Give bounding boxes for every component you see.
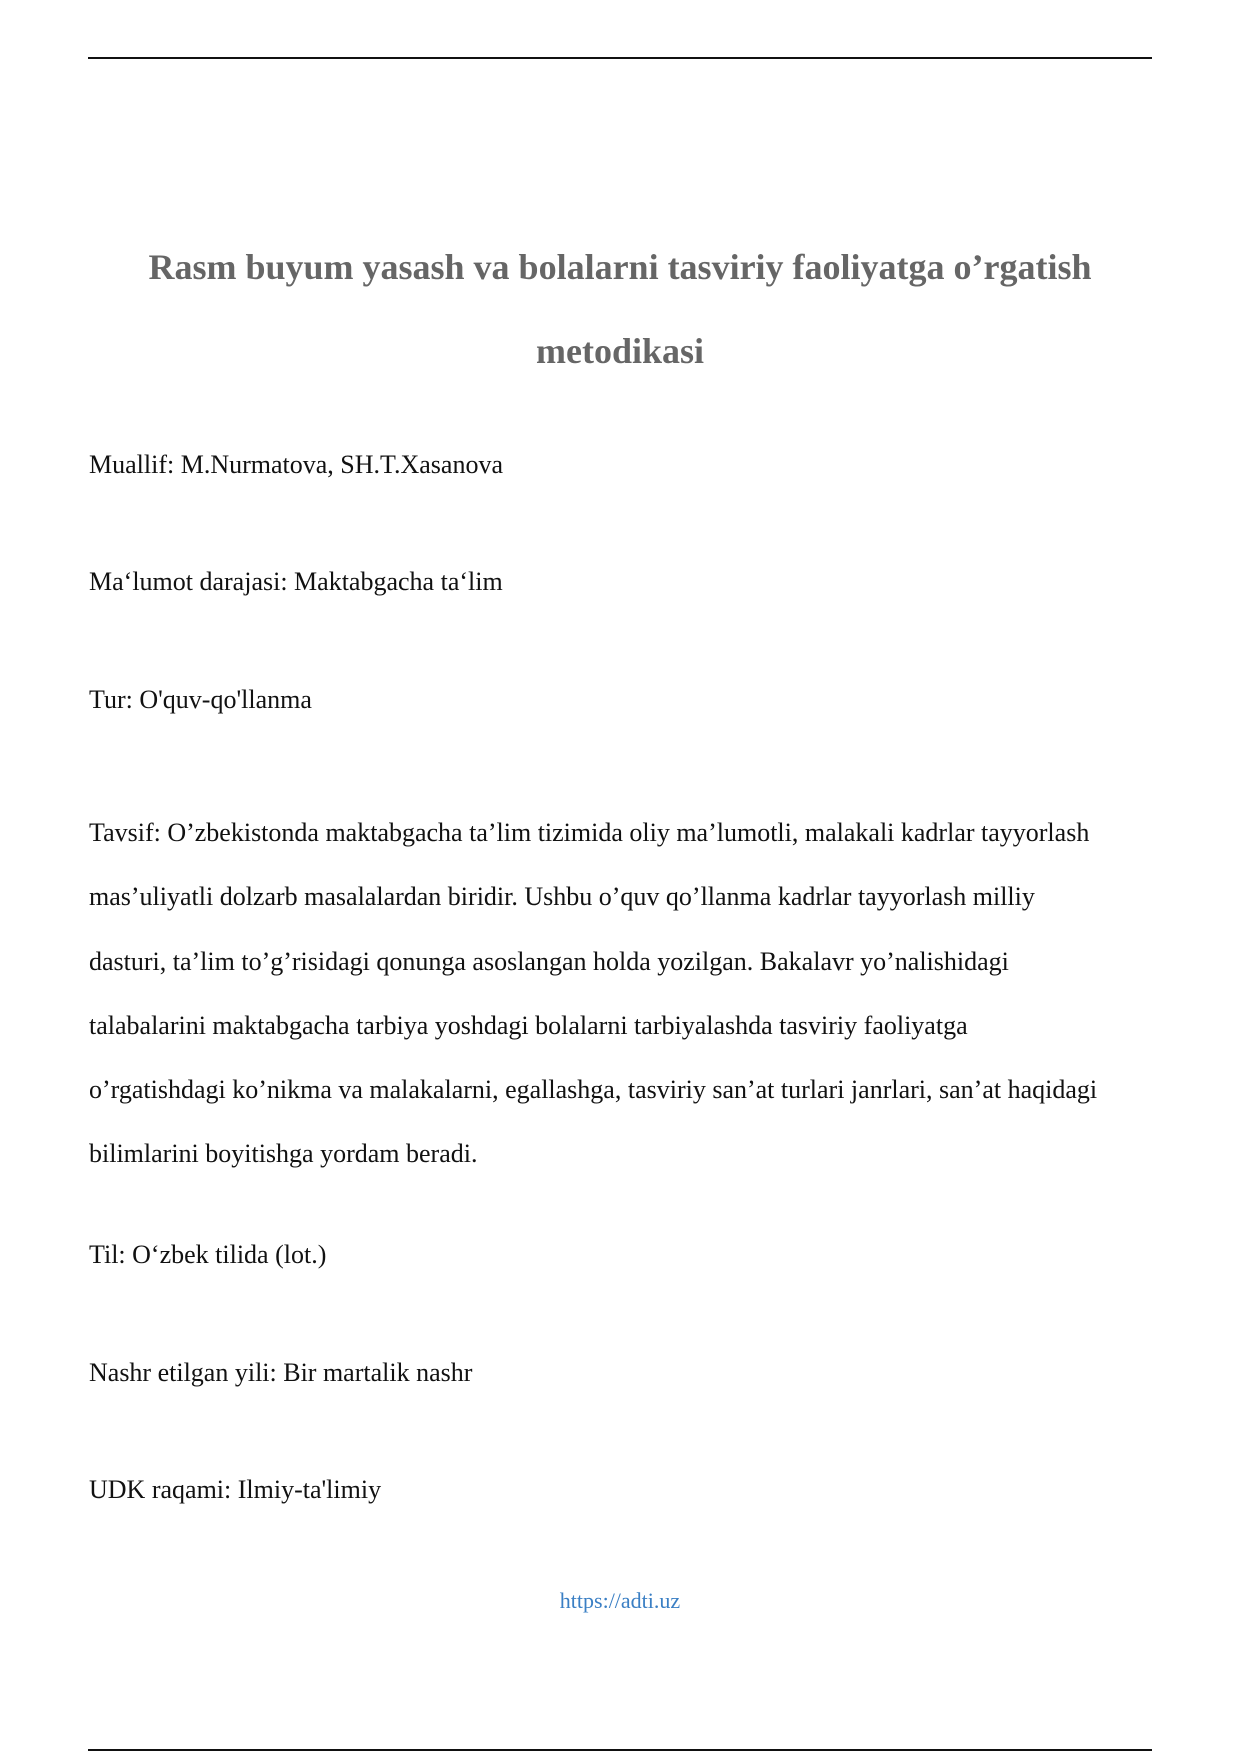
description-line: dasturi, ta’lim to’g’risidagi qonunga asoslangan holda yozilgan. Bakalavr yo’nalishidagi xyxy=(89,946,1009,976)
udk-field: UDK raqami: Ilmiy-ta'limiy xyxy=(89,1475,382,1504)
type-field: Tur: O'quv-qo'llanma xyxy=(89,685,312,714)
description xyxy=(89,801,1149,1187)
year-field: Nashr etilgan yili: Bir martalik nashr xyxy=(89,1358,473,1387)
description-line: mas’uliyatli dolzarb masalalardan biridir. Ushbu o’quv qo’llanma kadrlar tayyorlash milliy xyxy=(89,882,1035,912)
description-line: Tavsif: O’zbekistonda maktabgacha ta’lim tizimida oliy ma’lumotli, malakali kadrlar tayyorlash xyxy=(89,818,1090,847)
author-field: Muallif: M.Nurmatova, SH.T.Xasanova xyxy=(89,450,503,479)
title-line-1: Rasm buyum yasash va bolalarni tasviriy faoliyatga o’rgatish xyxy=(148,247,1092,287)
description-line: bilimlarini boyitishga yordam beradi. xyxy=(89,1139,478,1169)
description-line: talabalarini maktabgacha tarbiya yoshdagi bolalarni tarbiyalashda tasviriy faoliyatga xyxy=(89,1010,968,1040)
document-title xyxy=(88,225,1152,393)
top-rule xyxy=(88,57,1152,59)
title-line-2: metodikasi xyxy=(535,331,704,371)
bottom-rule xyxy=(88,1749,1152,1751)
website-link[interactable]: https://adti.uz xyxy=(559,1588,681,1613)
level-field: Ma‘lumot darajasi: Maktabgacha ta‘lim xyxy=(89,567,503,596)
language-field: Til: O‘zbek tilida (lot.) xyxy=(89,1240,327,1269)
description-line: o’rgatishdagi ko’nikma va malakalarni, egallashga, tasviriy san’at turlari janrlari, san’at haqidagi xyxy=(89,1075,1098,1105)
